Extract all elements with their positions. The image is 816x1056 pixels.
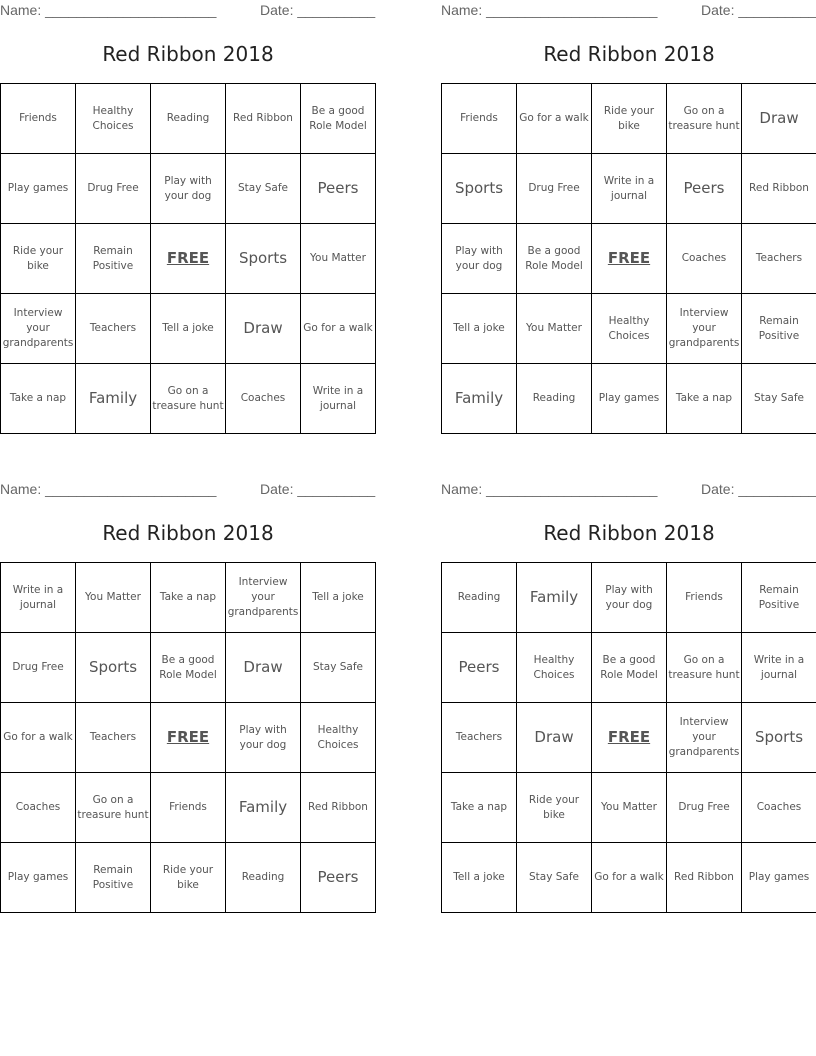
bingo-cell[interactable]: Healthy Choices <box>301 703 376 773</box>
grid-row <box>1 703 376 773</box>
grid-row <box>1 154 376 224</box>
bingo-cell[interactable]: Reading <box>442 563 517 633</box>
grid-row <box>1 633 376 703</box>
grid-row <box>1 773 376 843</box>
bingo-card <box>0 479 376 919</box>
bingo-cell[interactable]: Interview your grandparents <box>667 703 742 773</box>
grid-row <box>442 563 816 633</box>
grid-row <box>1 224 376 294</box>
card-title: Red Ribbon 2018 <box>102 521 274 545</box>
bingo-cell[interactable]: Drug Free <box>667 773 742 843</box>
bingo-card <box>0 0 376 440</box>
bingo-cell[interactable]: Take a nap <box>1 364 76 434</box>
bingo-cell[interactable]: Draw <box>226 633 301 703</box>
grid-row <box>442 703 816 773</box>
bingo-cell[interactable]: Go on a treasure hunt <box>667 84 742 154</box>
bingo-cell[interactable]: Play with your dog <box>442 224 517 294</box>
bingo-cell[interactable]: Draw <box>517 703 592 773</box>
bingo-cell[interactable]: Remain Positive <box>742 294 816 364</box>
bingo-cell[interactable]: Go for a walk <box>301 294 376 364</box>
bingo-cell[interactable]: Remain Positive <box>76 224 151 294</box>
name-field[interactable]: Name: ______________________ <box>0 481 217 497</box>
bingo-cell[interactable]: Write in a journal <box>592 154 667 224</box>
free-space-cell[interactable]: FREE <box>151 224 226 294</box>
bingo-cell[interactable]: Coaches <box>1 773 76 843</box>
grid-row <box>442 294 816 364</box>
grid-row <box>442 633 816 703</box>
free-space-cell[interactable]: FREE <box>151 703 226 773</box>
bingo-cell[interactable]: Play games <box>1 843 76 913</box>
bingo-cell[interactable]: Reading <box>517 364 592 434</box>
bingo-cell[interactable]: Coaches <box>742 773 816 843</box>
bingo-cell[interactable]: Take a nap <box>442 773 517 843</box>
bingo-cell[interactable]: Red Ribbon <box>301 773 376 843</box>
bingo-cell[interactable]: Go for a walk <box>1 703 76 773</box>
grid-row <box>1 843 376 913</box>
bingo-cell[interactable]: Interview your grandparents <box>1 294 76 364</box>
bingo-cell[interactable]: Tell a joke <box>151 294 226 364</box>
bingo-cell[interactable]: Go on a treasure hunt <box>151 364 226 434</box>
free-space-cell[interactable]: FREE <box>592 224 667 294</box>
bingo-cell[interactable]: Draw <box>226 294 301 364</box>
bingo-cell[interactable]: Be a good Role Model <box>517 224 592 294</box>
bingo-cell[interactable]: You Matter <box>301 224 376 294</box>
bingo-grid <box>441 562 816 913</box>
date-field[interactable]: Date: __________ <box>260 481 376 497</box>
bingo-cell[interactable]: Peers <box>301 154 376 224</box>
grid-row <box>1 84 376 154</box>
name-date-line <box>0 479 376 499</box>
name-date-line <box>441 479 816 499</box>
date-field[interactable]: Date: __________ <box>701 481 816 497</box>
grid-row <box>1 364 376 434</box>
name-field[interactable]: Name: ______________________ <box>441 481 658 497</box>
bingo-cell[interactable]: Remain Positive <box>742 563 816 633</box>
bingo-cell[interactable]: Be a good Role Model <box>151 633 226 703</box>
bingo-cell[interactable]: Ride your bike <box>592 84 667 154</box>
bingo-cell[interactable]: Coaches <box>226 364 301 434</box>
bingo-cell[interactable]: Write in a journal <box>742 633 816 703</box>
bingo-cell[interactable]: Teachers <box>76 294 151 364</box>
bingo-cell[interactable]: Write in a journal <box>301 364 376 434</box>
bingo-cell[interactable]: Friends <box>1 84 76 154</box>
bingo-cell[interactable]: Peers <box>301 843 376 913</box>
bingo-cell[interactable]: Be a good Role Model <box>592 633 667 703</box>
bingo-cell[interactable]: Go on a treasure hunt <box>76 773 151 843</box>
bingo-cell[interactable]: Teachers <box>442 703 517 773</box>
bingo-cell[interactable]: Healthy Choices <box>76 84 151 154</box>
bingo-cell[interactable]: Be a good Role Model <box>301 84 376 154</box>
name-field[interactable]: Name: ______________________ <box>441 2 658 18</box>
grid-row <box>1 294 376 364</box>
name-field[interactable]: Name: ______________________ <box>0 2 217 18</box>
bingo-cell[interactable]: Play with your dog <box>151 154 226 224</box>
bingo-cell[interactable]: Sports <box>442 154 517 224</box>
bingo-cell[interactable]: Ride your bike <box>151 843 226 913</box>
bingo-cell[interactable]: You Matter <box>517 294 592 364</box>
bingo-cell[interactable]: Go for a walk <box>592 843 667 913</box>
bingo-cell[interactable]: Interview your grandparents <box>667 294 742 364</box>
name-date-line <box>441 0 816 20</box>
card-title: Red Ribbon 2018 <box>543 521 715 545</box>
bingo-cell[interactable]: Coaches <box>667 224 742 294</box>
bingo-cell[interactable]: Sports <box>226 224 301 294</box>
bingo-cell[interactable]: Family <box>442 364 517 434</box>
bingo-cell[interactable]: Play games <box>742 843 816 913</box>
bingo-cell[interactable]: Sports <box>76 633 151 703</box>
bingo-grid <box>0 562 376 913</box>
bingo-cell[interactable]: Friends <box>151 773 226 843</box>
bingo-cell[interactable]: Drug Free <box>76 154 151 224</box>
bingo-card <box>441 0 816 440</box>
bingo-cell[interactable]: Interview your grandparents <box>226 563 301 633</box>
bingo-cell[interactable]: Red Ribbon <box>667 843 742 913</box>
bingo-cell[interactable]: Family <box>226 773 301 843</box>
grid-row <box>442 84 816 154</box>
free-space-cell[interactable]: FREE <box>592 703 667 773</box>
grid-row <box>1 563 376 633</box>
bingo-cell[interactable]: Draw <box>742 84 816 154</box>
bingo-cell[interactable]: Go on a treasure hunt <box>667 633 742 703</box>
bingo-cell[interactable]: Peers <box>667 154 742 224</box>
bingo-cell[interactable]: Ride your bike <box>517 773 592 843</box>
bingo-cell[interactable]: Family <box>76 364 151 434</box>
bingo-cell[interactable]: Play games <box>592 364 667 434</box>
bingo-cell[interactable]: Stay Safe <box>226 154 301 224</box>
bingo-cell[interactable]: Drug Free <box>517 154 592 224</box>
bingo-grid <box>441 83 816 434</box>
bingo-cell[interactable]: Tell a joke <box>442 843 517 913</box>
bingo-cell[interactable]: Play with your dog <box>226 703 301 773</box>
bingo-cell[interactable]: Take a nap <box>151 563 226 633</box>
bingo-cell[interactable]: Family <box>517 563 592 633</box>
bingo-cell[interactable]: Reading <box>226 843 301 913</box>
bingo-cell[interactable]: Red Ribbon <box>742 154 816 224</box>
bingo-cell[interactable]: Friends <box>442 84 517 154</box>
bingo-cell[interactable]: Stay Safe <box>742 364 816 434</box>
bingo-cell[interactable]: Friends <box>667 563 742 633</box>
bingo-cell[interactable]: Tell a joke <box>301 563 376 633</box>
bingo-cell[interactable]: Sports <box>742 703 816 773</box>
grid-row <box>442 224 816 294</box>
bingo-cell[interactable]: Tell a joke <box>442 294 517 364</box>
bingo-grid <box>0 83 376 434</box>
grid-row <box>442 843 816 913</box>
bingo-cell[interactable]: Healthy Choices <box>517 633 592 703</box>
name-date-line <box>0 0 376 20</box>
bingo-cell[interactable]: You Matter <box>592 773 667 843</box>
grid-row <box>442 773 816 843</box>
bingo-cell[interactable]: Stay Safe <box>517 843 592 913</box>
date-field[interactable]: Date: __________ <box>260 2 376 18</box>
bingo-cell[interactable]: Play games <box>1 154 76 224</box>
bingo-cell[interactable]: Red Ribbon <box>226 84 301 154</box>
bingo-cell[interactable]: Drug Free <box>1 633 76 703</box>
bingo-cell[interactable]: Stay Safe <box>301 633 376 703</box>
card-title: Red Ribbon 2018 <box>102 42 274 66</box>
date-field[interactable]: Date: __________ <box>701 2 816 18</box>
bingo-cell[interactable]: Play with your dog <box>592 563 667 633</box>
bingo-cell[interactable]: Reading <box>151 84 226 154</box>
bingo-cell[interactable]: You Matter <box>76 563 151 633</box>
bingo-cell[interactable]: Teachers <box>76 703 151 773</box>
bingo-cell[interactable]: Ride your bike <box>1 224 76 294</box>
bingo-cell[interactable]: Peers <box>442 633 517 703</box>
bingo-cell[interactable]: Write in a journal <box>1 563 76 633</box>
bingo-cell[interactable]: Healthy Choices <box>592 294 667 364</box>
bingo-cell[interactable]: Take a nap <box>667 364 742 434</box>
grid-row <box>442 364 816 434</box>
bingo-cell[interactable]: Go for a walk <box>517 84 592 154</box>
bingo-cell[interactable]: Teachers <box>742 224 816 294</box>
card-title: Red Ribbon 2018 <box>543 42 715 66</box>
bingo-cell[interactable]: Remain Positive <box>76 843 151 913</box>
bingo-card <box>441 479 816 919</box>
grid-row <box>442 154 816 224</box>
